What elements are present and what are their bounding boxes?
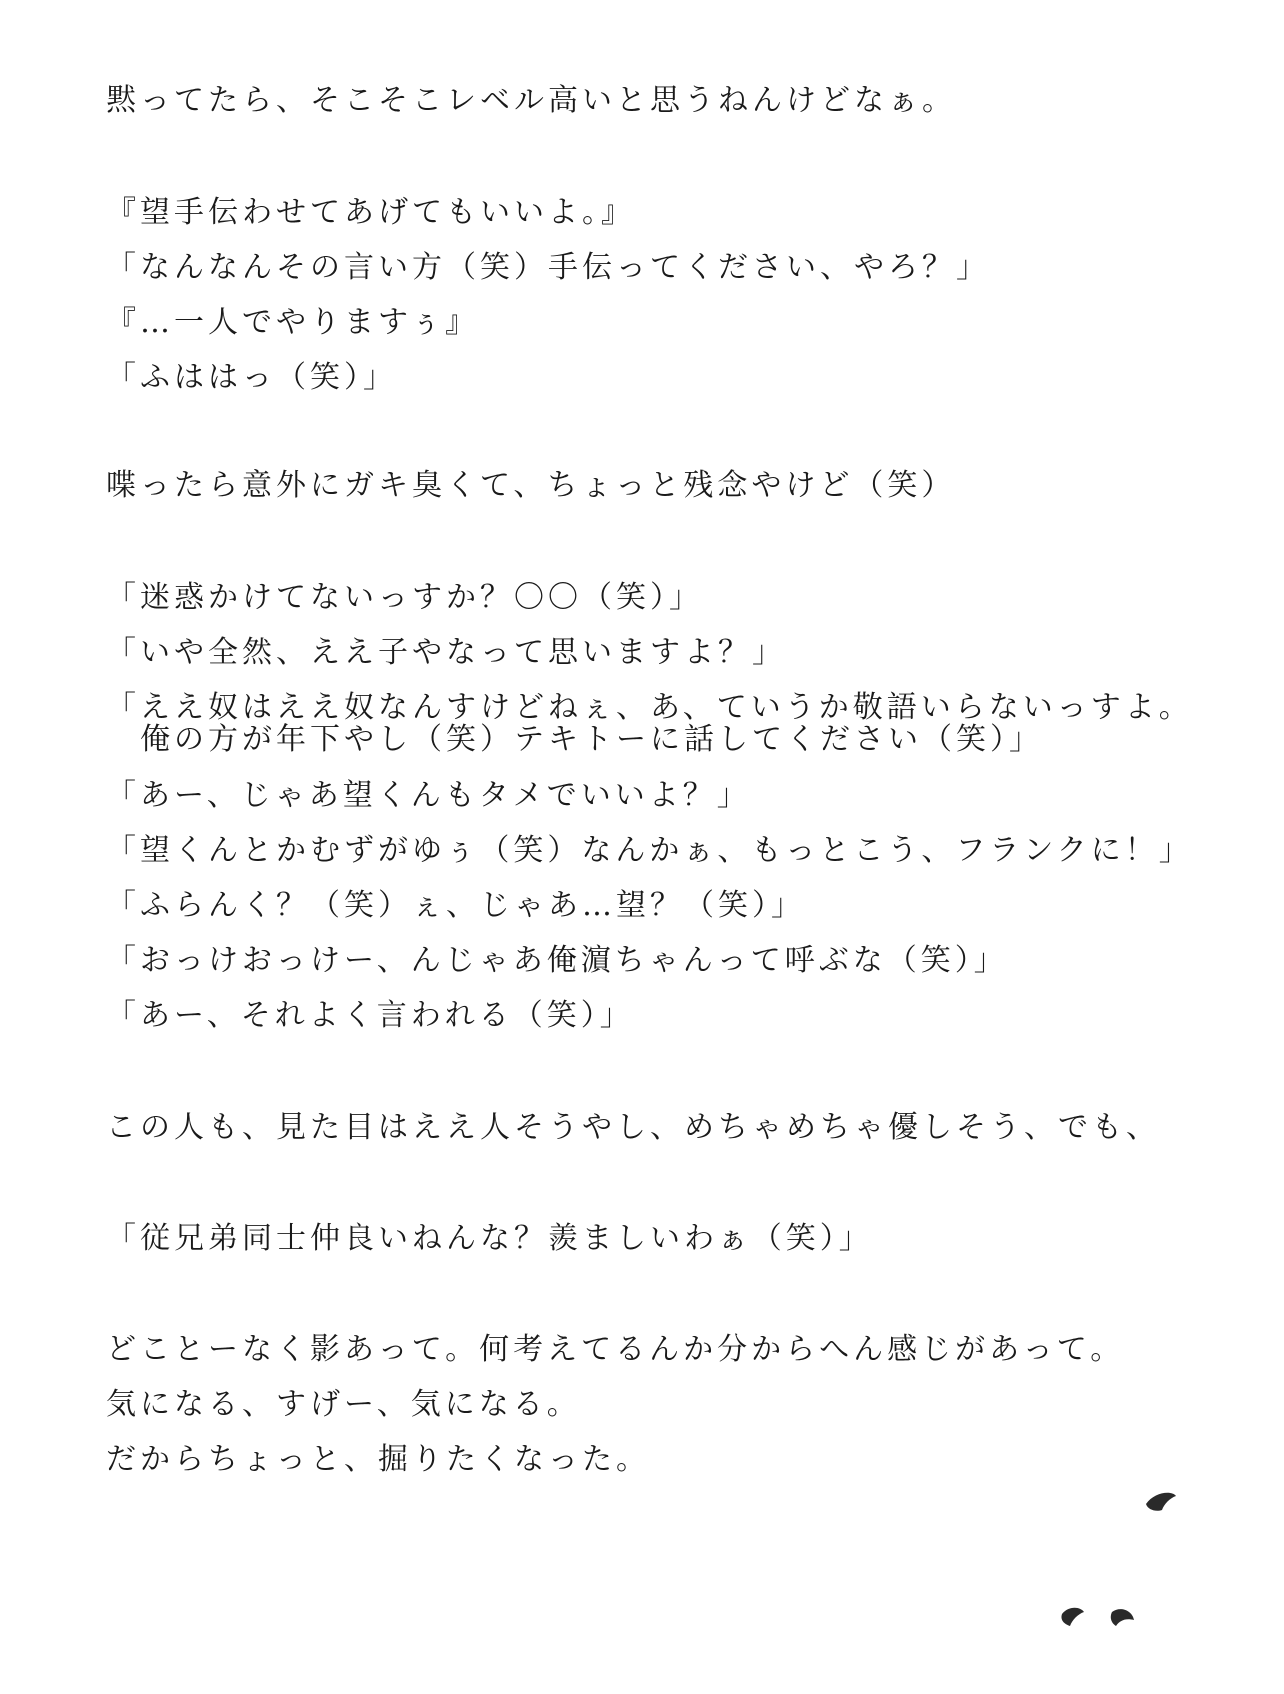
text-line-18: どことーなく影あって。何考えてるんか分からへん感じがあって。 <box>106 1332 1125 1367</box>
text-line-20: だからちょっと、掘りたくなった。 <box>106 1442 650 1477</box>
text-line-9: 「ええ奴はええ奴なんすけどねぇ、あ、ていうか敬語いらないっすよ。 <box>106 690 1193 725</box>
text-line-11: 「あー、じゃあ望くんもタメでいいよ？」 <box>106 778 751 813</box>
text-line-17: 「従兄弟同士仲良いねんな？羨ましいわぁ（笑）」 <box>106 1221 873 1256</box>
petal-icon <box>1111 1609 1134 1626</box>
text-line-2: 『望手伝わせてあげてもいいよ。』 <box>106 195 635 230</box>
text-line-7: 「迷惑かけてないっすか？〇〇（笑）」 <box>106 580 703 615</box>
text-line-8: 「いや全然、ええ子やなって思いますよ？」 <box>106 635 786 670</box>
text-line-19: 気になる、すげー、気になる。 <box>106 1387 581 1422</box>
text-line-1: 黙ってたら、そこそこレベル高いと思うねんけどなぁ。 <box>106 83 956 118</box>
cherry-petals-icon <box>1050 1480 1200 1640</box>
text-line-5: 「ふははっ（笑）」 <box>106 360 397 395</box>
text-line-16: この人も、見た目はええ人そうやし、めちゃめちゃ優しそう、でも、 <box>106 1110 1160 1145</box>
text-line-3: 「なんなんその言い方（笑）手伝ってください、やろ？」 <box>106 250 990 285</box>
text-line-13: 「ふらんく？（笑）ぇ、じゃあ…望？（笑）」 <box>106 888 805 923</box>
text-line-14: 「おっけおっけー、んじゃあ俺濵ちゃんって呼ぶな（笑）」 <box>106 943 1008 978</box>
petal-icon <box>1061 1608 1084 1626</box>
text-line-10: 俺の方が年下やし（笑）テキトーに話してください（笑）」 <box>106 722 1043 757</box>
text-line-6: 喋ったら意外にガキ臭くて、ちょっと残念やけど（笑） <box>106 468 956 503</box>
text-line-4: 『…一人でやりますぅ』 <box>106 305 480 340</box>
text-line-12: 「望くんとかむずがゆぅ（笑）なんかぁ、もっとこう、フランクに！」 <box>106 833 1193 868</box>
text-line-15: 「あー、それよく言われる（笑）」 <box>106 998 634 1033</box>
petal-icon <box>1146 1493 1176 1511</box>
